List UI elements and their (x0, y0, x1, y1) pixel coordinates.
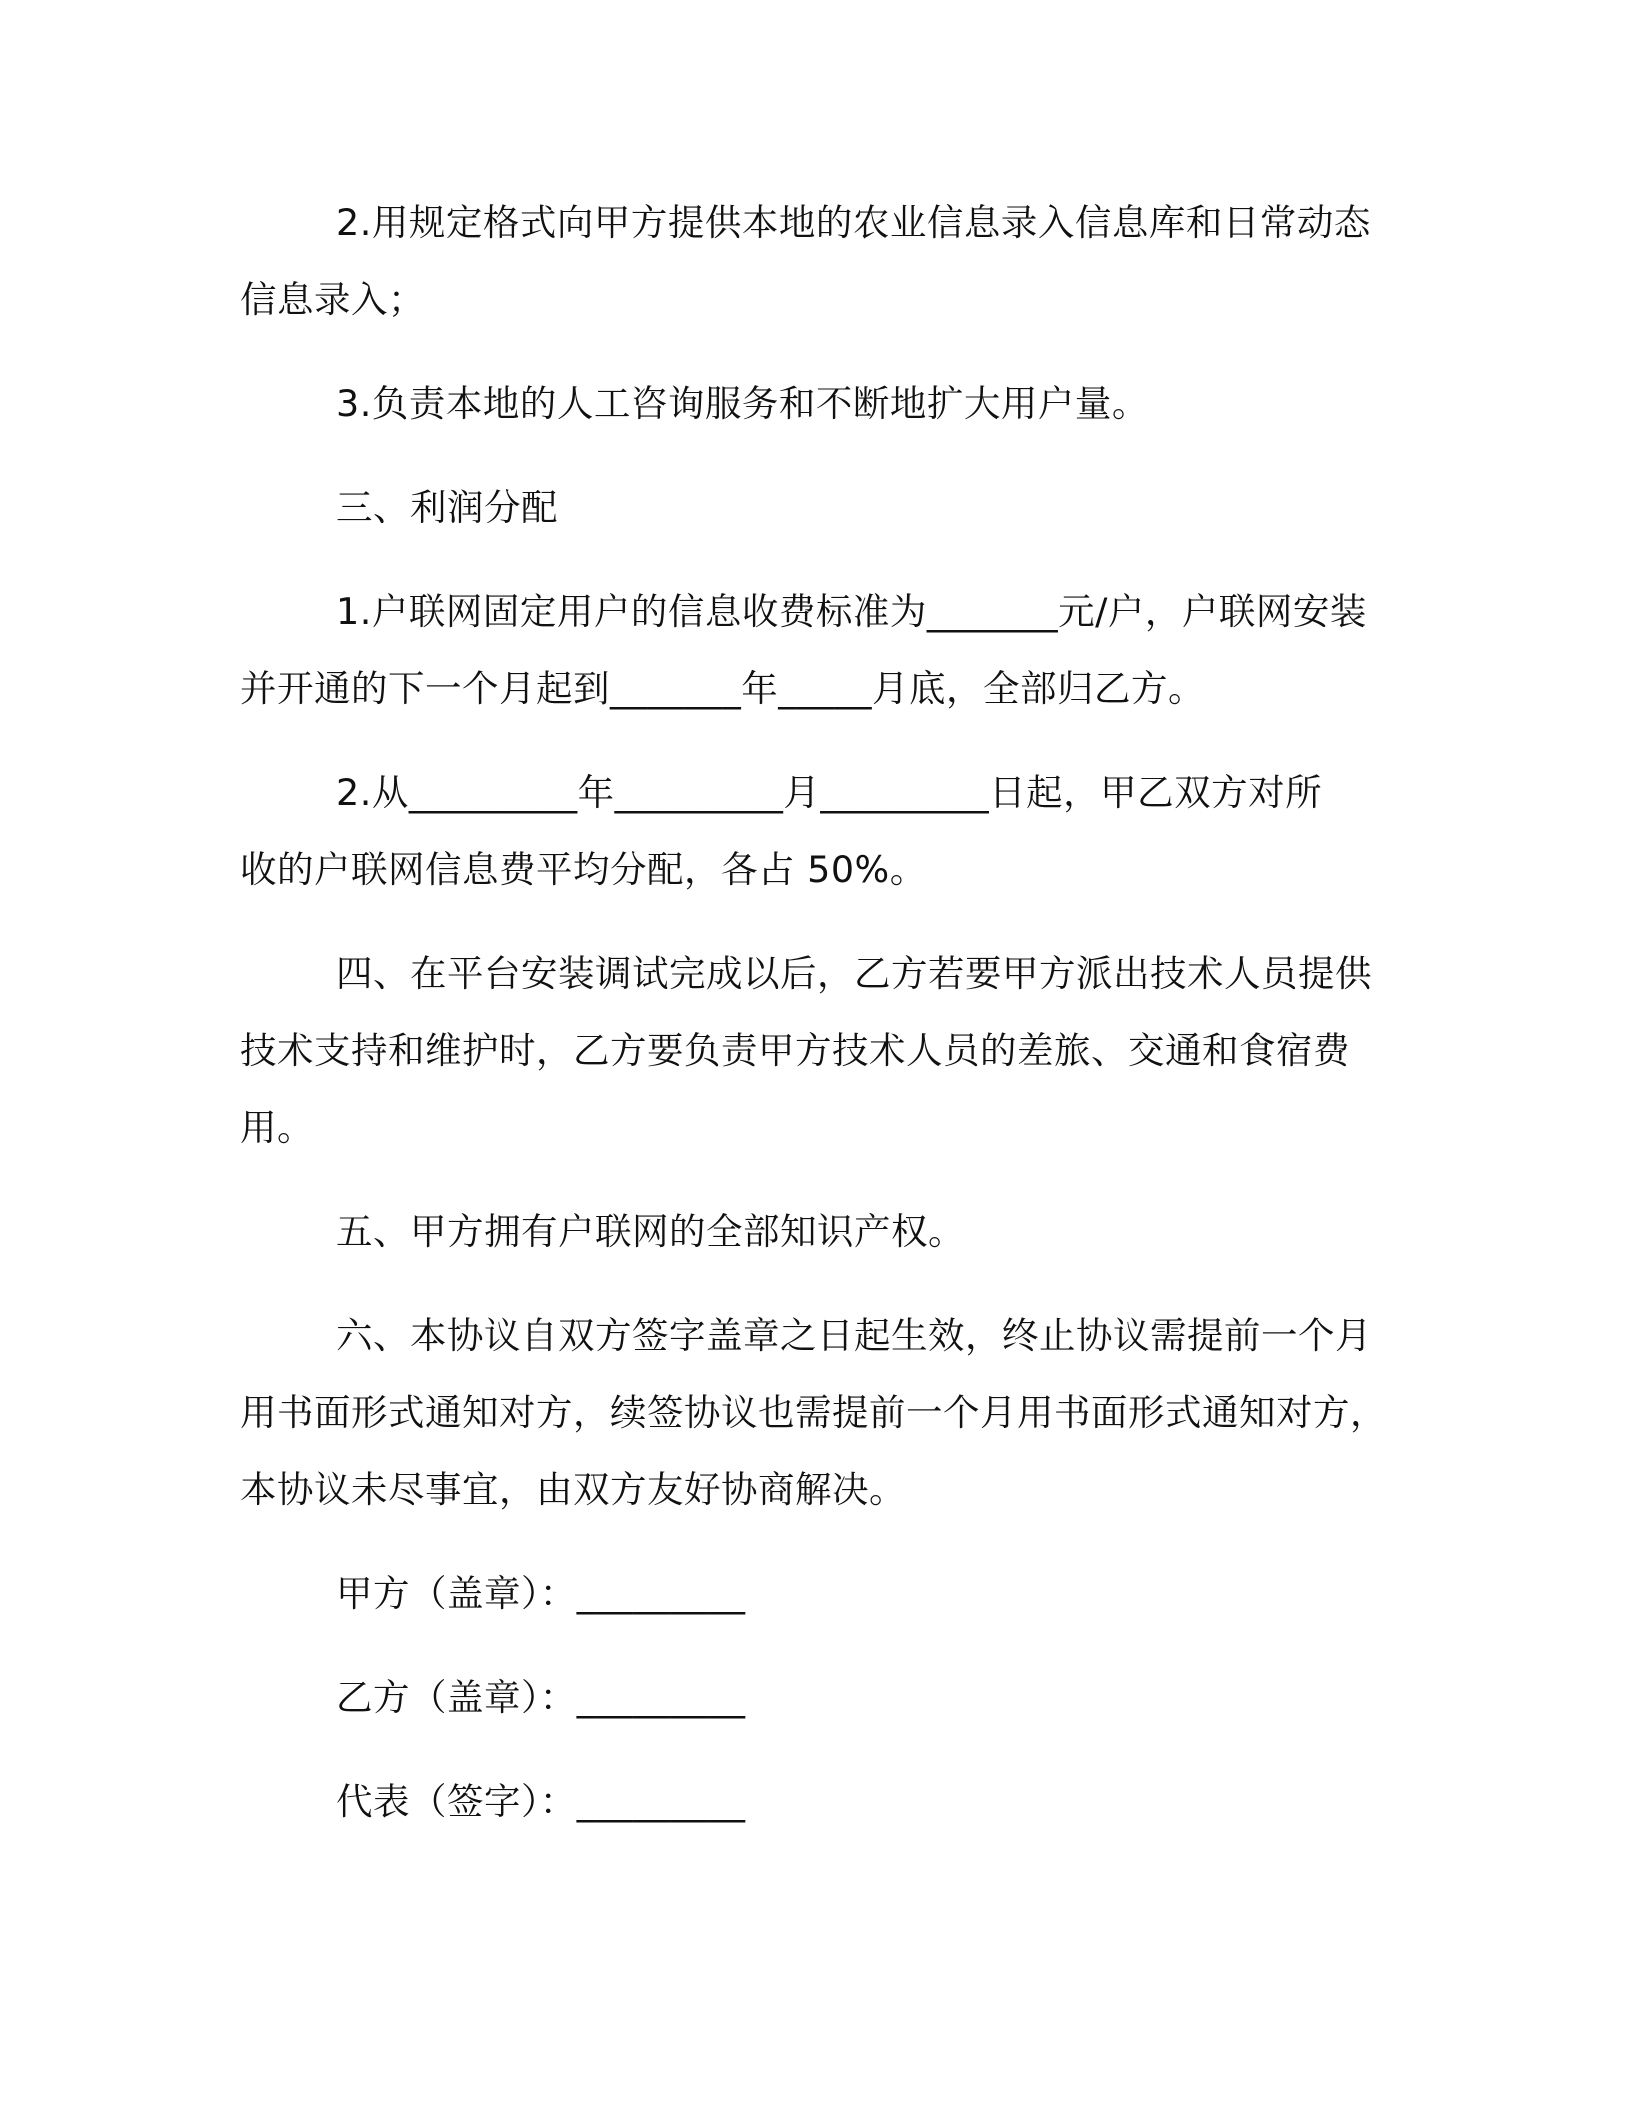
text-line: 本协议未尽事宜，由双方友好协商解决。 (240, 1468, 906, 1511)
text-line: 五、甲方拥有户联网的全部知识产权。 (336, 1210, 965, 1253)
text-line: 2.从_________年_________月_________日起，甲乙双方对所 (336, 771, 1323, 814)
clause-3-consulting (240, 365, 1390, 442)
clause-profit-2 (240, 754, 1390, 908)
text-line: 四、在平台安装调试完成以后，乙方若要甲方派出技术人员提供 (336, 952, 1372, 995)
clause-profit-1 (240, 573, 1390, 727)
text-line: 技术支持和维护时，乙方要负责甲方技术人员的差旅、交通和食宿费 (240, 1029, 1350, 1072)
text-line: 乙方（盖章）：_________ (336, 1676, 746, 1719)
text-line: 收的户联网信息费平均分配，各占 50%。 (240, 848, 927, 891)
text-line: 用书面形式通知对方，续签协议也需提前一个月用书面形式通知对方， (240, 1391, 1387, 1434)
text-line: 并开通的下一个月起到_______年_____月底，全部归乙方。 (240, 667, 1205, 710)
text-line: 3.负责本地的人工咨询服务和不断地扩大用户量。 (336, 382, 1149, 425)
text-line: 1.户联网固定用户的信息收费标准为_______元/户，户联网安装 (336, 590, 1367, 633)
section-4-support (240, 935, 1390, 1166)
section-heading-profit (240, 469, 1390, 546)
signature-representative (240, 1763, 1390, 1840)
signature-party-b (240, 1659, 1390, 1736)
text-line: 代表（签字）：_________ (336, 1780, 746, 1823)
text-line: 用。 (240, 1106, 314, 1149)
document-page (240, 184, 1390, 1840)
text-line: 甲方（盖章）：_________ (336, 1572, 746, 1615)
text-line: 六、本协议自双方签字盖章之日起生效，终止协议需提前一个月 (336, 1314, 1372, 1357)
text-line: 三、利润分配 (336, 486, 558, 529)
clause-2-info-entry (240, 184, 1390, 338)
signature-party-a (240, 1555, 1390, 1632)
text-line: 2.用规定格式向甲方提供本地的农业信息录入信息库和日常动态 (336, 201, 1371, 244)
text-line: 信息录入； (240, 278, 425, 321)
section-6-effective (240, 1297, 1390, 1528)
section-5-ip (240, 1193, 1390, 1270)
